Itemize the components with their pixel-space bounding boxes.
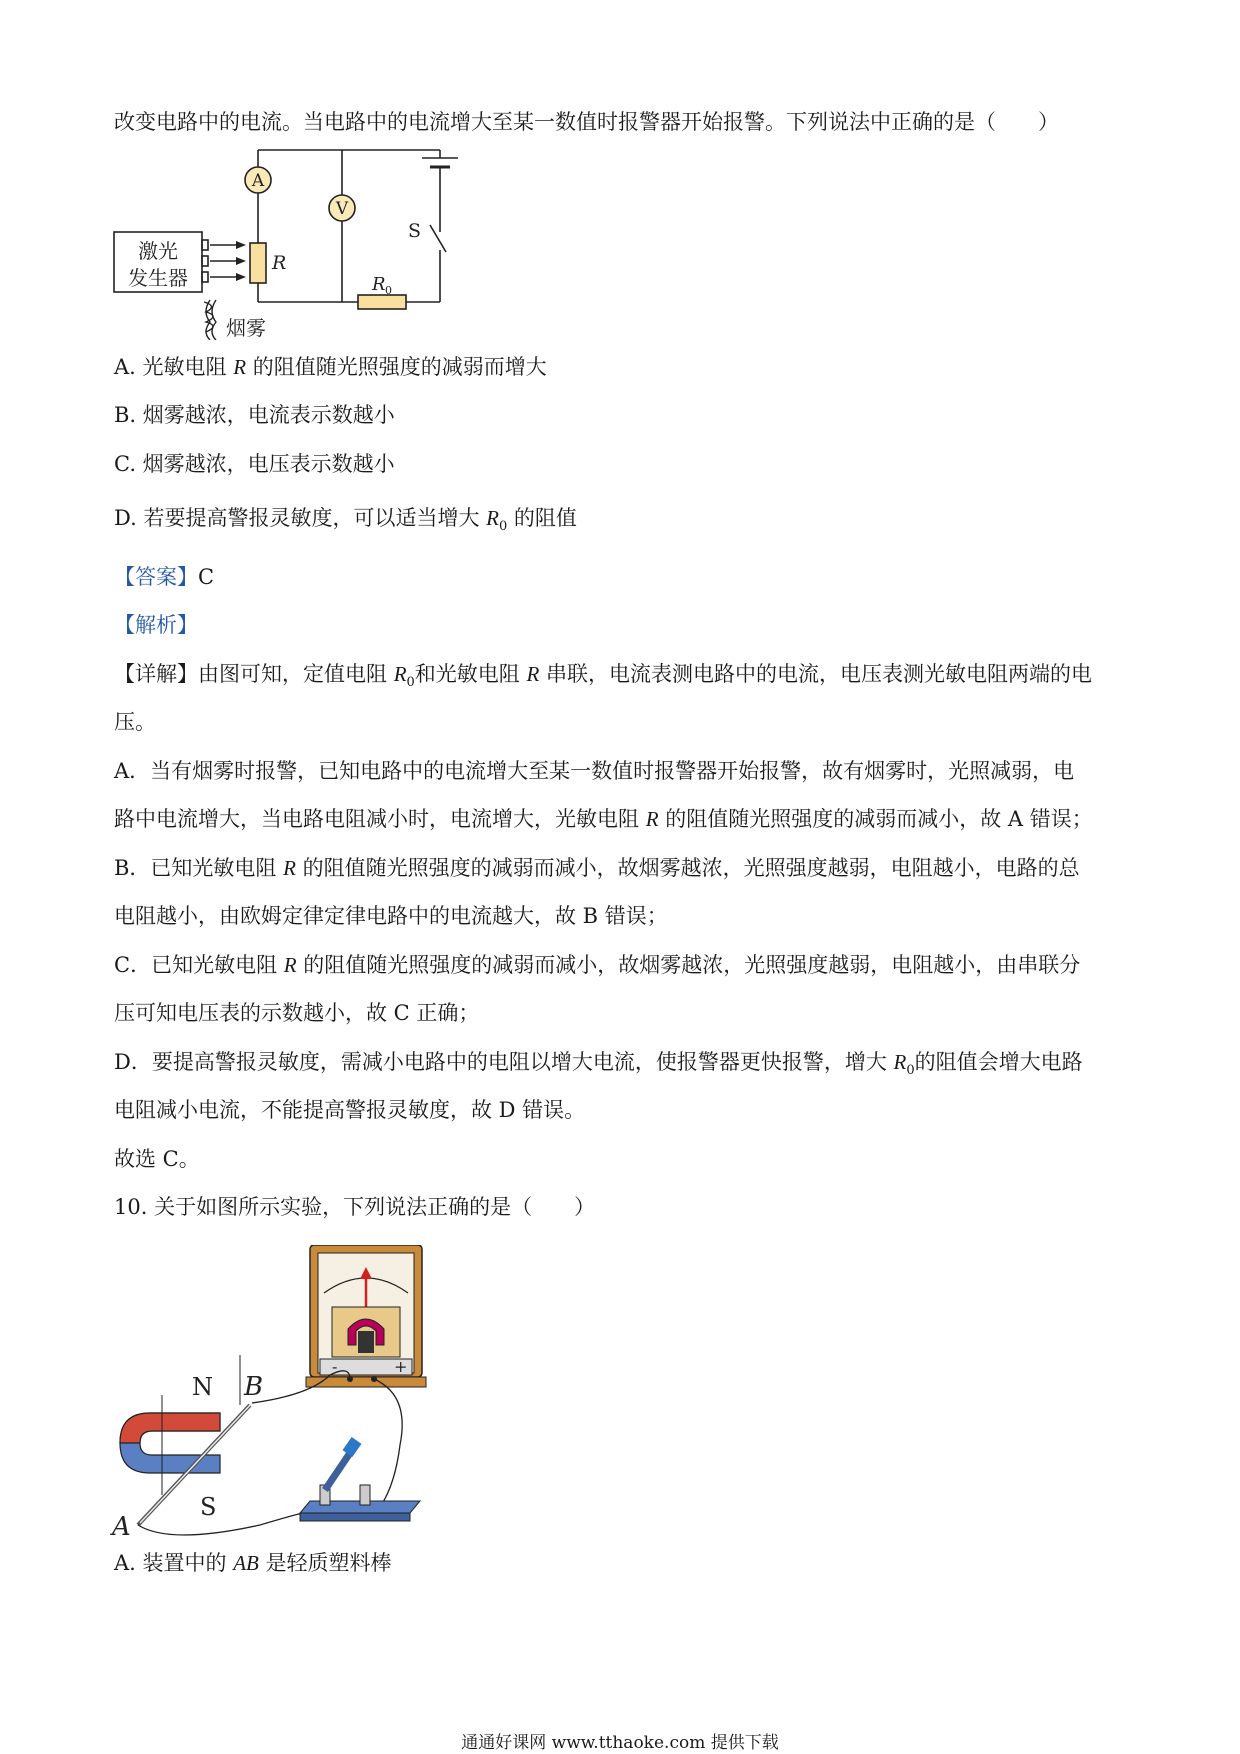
galvanometer <box>306 1245 426 1387</box>
laser-label-line1: 激光 <box>138 239 178 263</box>
resistor-r0-label: R <box>372 274 386 295</box>
point-b-label: B <box>244 1372 264 1402</box>
answer-tag: 【答案】 <box>114 565 198 589</box>
point-a-label: A <box>112 1512 131 1542</box>
magnet-s-label: S <box>200 1493 217 1521</box>
option-d-prefix: D. 若要提高警报灵敏度，可以适当增大 <box>114 506 487 530</box>
detail-d-1 <box>114 1046 1083 1078</box>
detail-c-2: 压可知电压表的示数越小，故 C 正确； <box>114 1001 480 1025</box>
smoke-icon <box>204 300 216 340</box>
var-r: R <box>526 662 540 686</box>
circuit-diagram <box>110 140 460 340</box>
voltmeter-label: V <box>335 199 349 219</box>
laser-label-line2: 发生器 <box>128 266 188 290</box>
detail-text: C．已知光敏电阻 <box>114 953 284 977</box>
meter-minus-label: - <box>332 1357 338 1376</box>
detail-b-2: 电阻越小，由欧姆定律定律电路中的电流越大，故 B 错误； <box>114 904 668 928</box>
detail-conclusion: 故选 C。 <box>114 1147 200 1171</box>
resistor-r0-sub: 0 <box>385 284 392 297</box>
detail-c-1 <box>114 949 1080 979</box>
induction-experiment-figure <box>110 1245 460 1545</box>
u-magnet <box>120 1413 220 1473</box>
detail-b-1 <box>114 852 1080 882</box>
ammeter-label: A <box>251 171 265 191</box>
option-d-rest: 的阻值 <box>507 506 577 530</box>
answer-line <box>114 561 214 591</box>
q9-option-d <box>114 502 577 534</box>
smoke-label: 烟雾 <box>226 316 266 340</box>
detail-d-2: 电阻减小电流，不能提高警报灵敏度，故 D 错误。 <box>114 1098 586 1122</box>
knife-switch <box>300 1437 420 1521</box>
q9-option-c: C. 烟雾越浓，电压表示数越小 <box>114 452 395 476</box>
option-a-var: R <box>233 355 247 379</box>
answer-value: C <box>198 565 215 589</box>
detail-text: 的阻值随光照强度的减弱而减小，故烟雾越浓，光照强度越弱，电阻越小，电路的总 <box>295 856 1080 880</box>
option-a-prefix: A. 光敏电阻 <box>114 355 234 379</box>
q9-option-a <box>114 351 547 381</box>
option-d-sub: 0 <box>498 519 508 535</box>
detail-text: D．要提高警报灵敏度，需减小电路中的电阻以增大电流，使报警器更快报警，增大 <box>114 1050 894 1074</box>
option-d-var: R <box>486 506 499 530</box>
detail-line-1 <box>114 658 1092 690</box>
detail-a-2 <box>114 803 1093 833</box>
var-r: R <box>645 807 659 831</box>
detail-text: 路中电流增大，当电路电阻减小时，电流增大，光敏电阻 <box>114 807 646 831</box>
detail-tag: 【详解】 <box>114 662 198 686</box>
q10-option-a-rest: 是轻质塑料棒 <box>258 1551 392 1575</box>
option-a-rest: 的阻值随光照强度的减弱而增大 <box>246 355 547 379</box>
detail-line-2: 压。 <box>114 710 156 734</box>
var-r0: R <box>893 1050 907 1074</box>
q9-option-b: B. 烟雾越浓，电流表示数越小 <box>114 403 395 427</box>
detail-text: 和光敏电阻 <box>414 662 527 686</box>
q10-option-a-prefix: A. 装置中的 <box>114 1551 234 1575</box>
var-r0-sub: 0 <box>406 675 415 691</box>
detail-a-1: A．当有烟雾时报警，已知电路中的电流增大至某一数值时报警器开始报警，故有烟雾时，光照减弱，电 <box>114 759 1075 783</box>
page-footer: 通通好课网 www.tthaoke.com 提供下载 <box>461 1733 779 1753</box>
switch-label: S <box>408 220 422 242</box>
var-r0: R <box>393 662 407 686</box>
var-r: R <box>283 856 296 880</box>
var-r0-sub: 0 <box>906 1063 915 1079</box>
q10-stem: 10. 关于如图所示实验，下列说法正确的是（ ） <box>114 1195 596 1219</box>
detail-text: 的阻值会增大电路 <box>914 1050 1083 1074</box>
var-r: R <box>283 953 297 977</box>
detail-text: B．已知光敏电阻 <box>114 856 284 880</box>
q9-stem: 改变电路中的电流。当电路中的电流增大至某一数值时报警器开始报警。下列说法中正确的是（ ） <box>114 110 1059 134</box>
detail-text: 的阻值随光照强度的减弱而减小，故 A 错误； <box>658 807 1093 831</box>
meter-plus-label: + <box>394 1357 408 1376</box>
detail-text: 由图可知，定值电阻 <box>198 662 394 686</box>
q10-option-a-var: AB <box>233 1551 259 1575</box>
detail-text: 的阻值随光照强度的减弱而减小，故烟雾越浓，光照强度越弱，电阻越小，由串联分 <box>296 953 1081 977</box>
q10-option-a <box>114 1547 392 1577</box>
resistor-r-label: R <box>272 252 287 274</box>
analysis-tag: 【解析】 <box>114 613 198 637</box>
magnet-n-label: N <box>192 1373 213 1401</box>
detail-text: 串联，电流表测电路中的电流，电压表测光敏电阻两端的电 <box>539 662 1092 686</box>
